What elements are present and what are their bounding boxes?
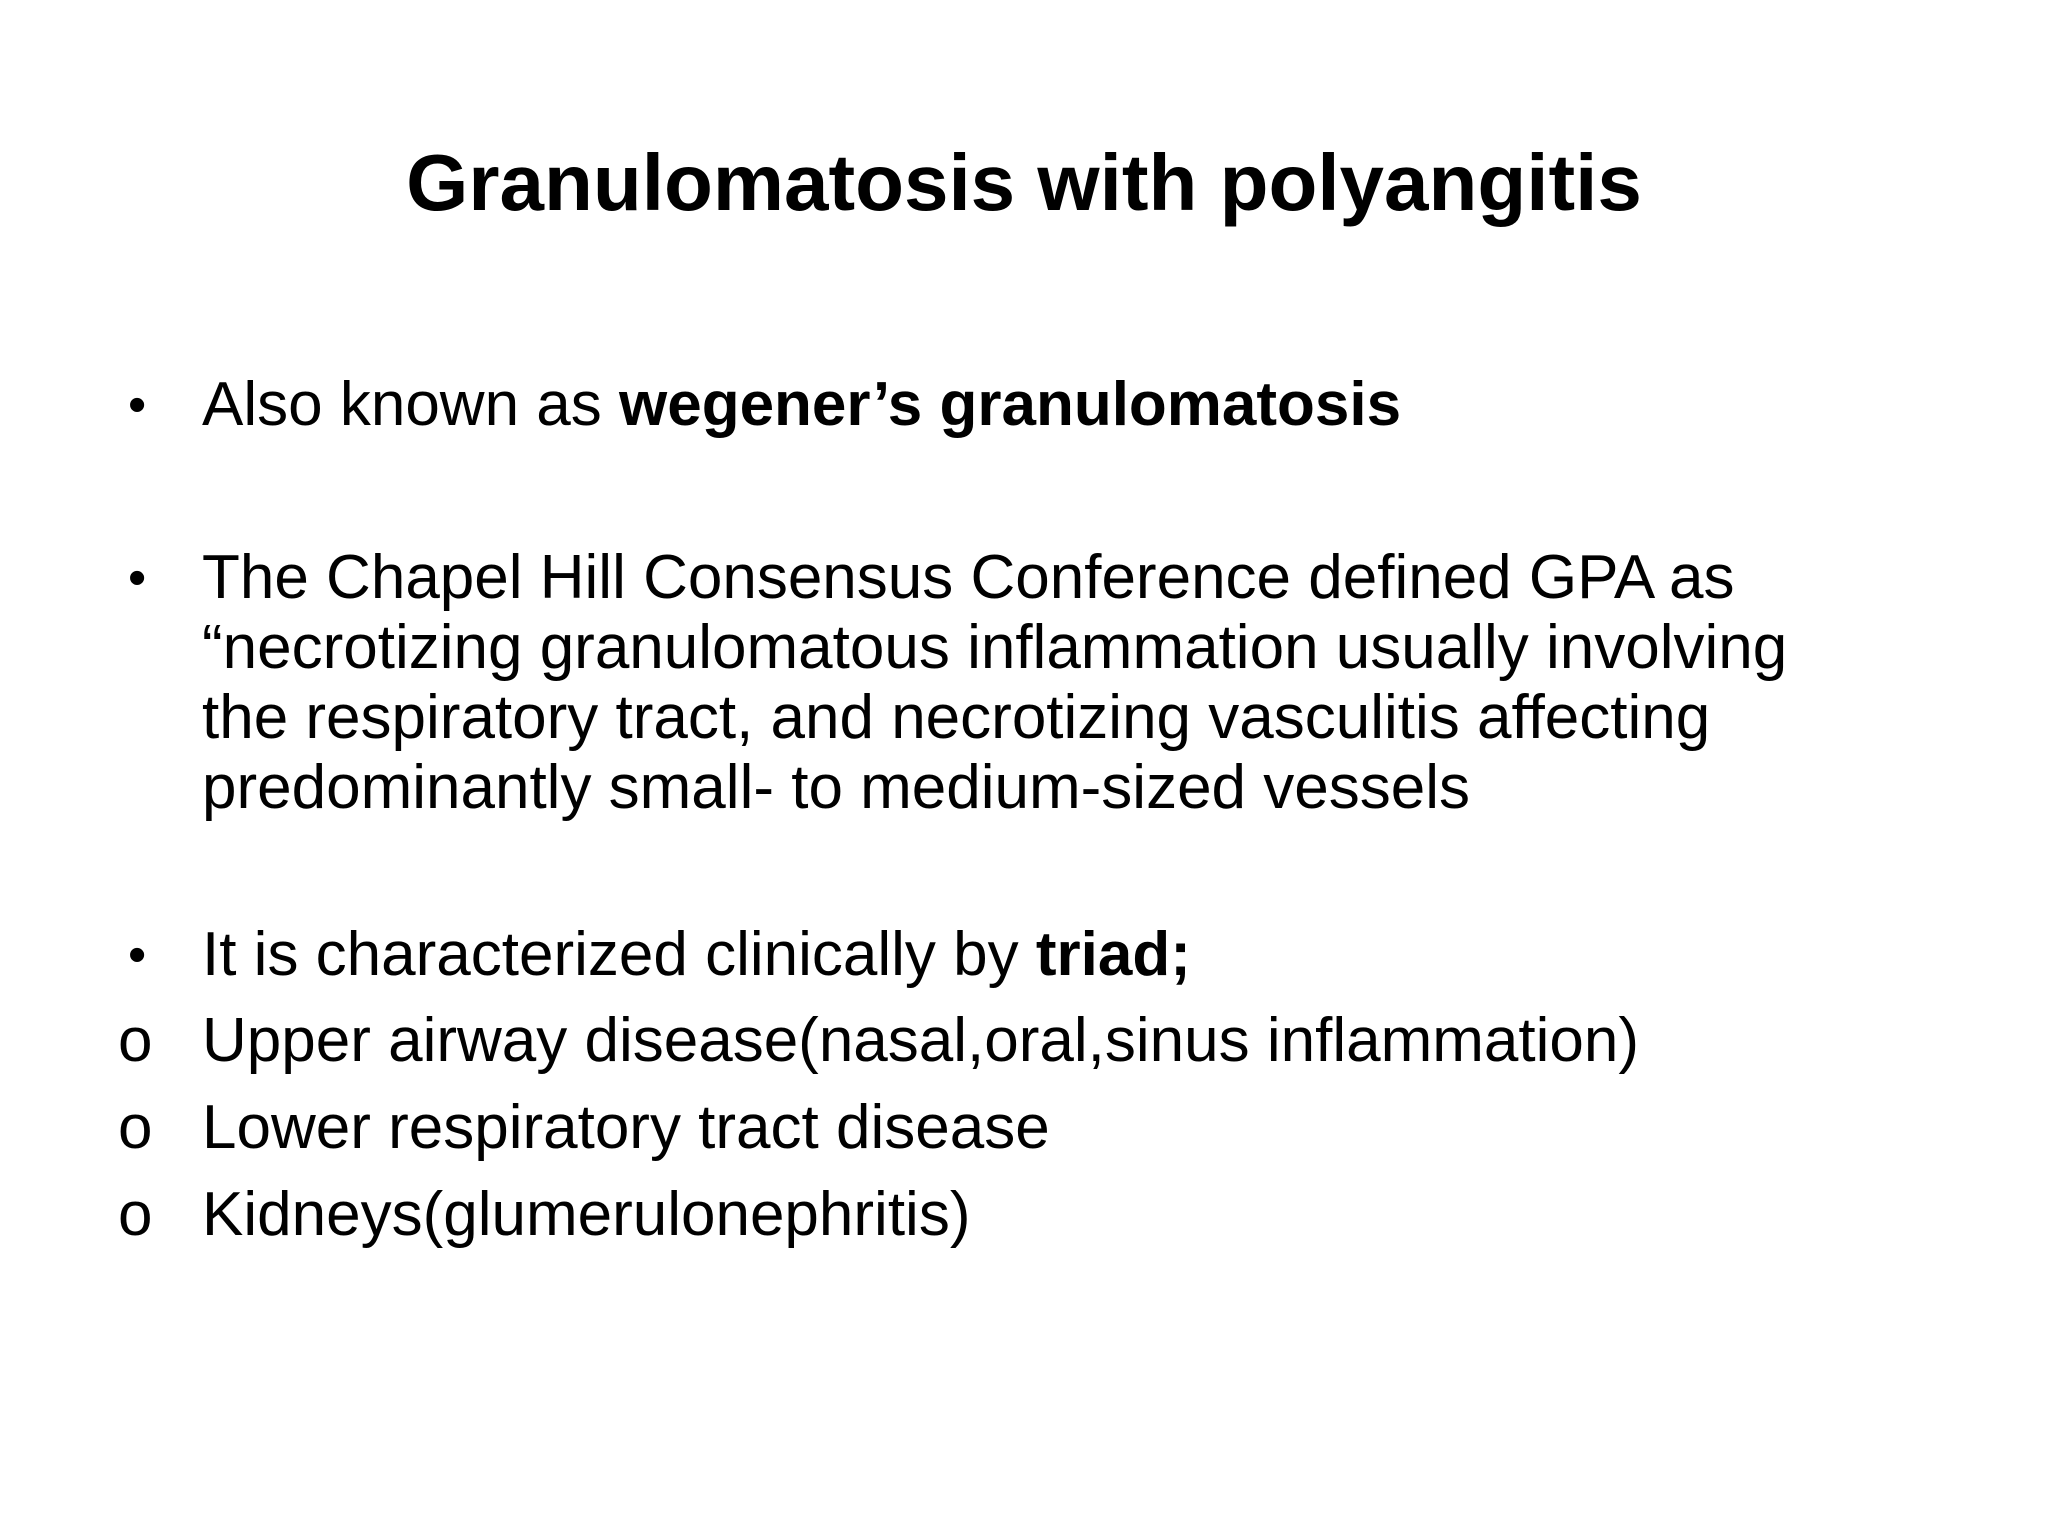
bullet-text-plain: Also known as — [202, 370, 619, 439]
sub-bullet-marker: o — [118, 1180, 153, 1249]
bullet-text — [202, 543, 2002, 823]
sub-bullet-marker: o — [118, 1006, 153, 1075]
bullet-marker: • — [128, 376, 147, 434]
definition-line: the respiratory tract, and necrotizing vasculitis affecting — [202, 683, 1711, 752]
sub-bullet-text: Kidneys(glumerulonephritis) — [202, 1180, 971, 1249]
bullet-text — [202, 920, 2002, 990]
bullet-marker: • — [128, 926, 147, 984]
sub-bullet-text: Upper airway disease(nasal,oral,sinus inflammation) — [202, 1006, 1639, 1075]
bullet-text-bold: triad; — [1035, 920, 1191, 989]
bullet-text-plain: It is characterized clinically by — [202, 920, 1036, 989]
bullet-text-bold: wegener’s granulomatosis — [619, 370, 1402, 439]
sub-bullet-marker: o — [118, 1093, 153, 1162]
slide-title: Granulomatosis with polyangitis — [406, 138, 1642, 227]
definition-line: predominantly small- to medium-sized vessels — [202, 753, 1471, 822]
bullet-marker: • — [128, 549, 147, 607]
definition-line: “necrotizing granulomatous inflammation usually involving — [202, 613, 1788, 682]
bullet-text — [202, 370, 2002, 440]
sub-bullet-text: Lower respiratory tract disease — [202, 1093, 1050, 1162]
definition-line: The Chapel Hill Consensus Conference defined GPA as — [202, 543, 1735, 612]
